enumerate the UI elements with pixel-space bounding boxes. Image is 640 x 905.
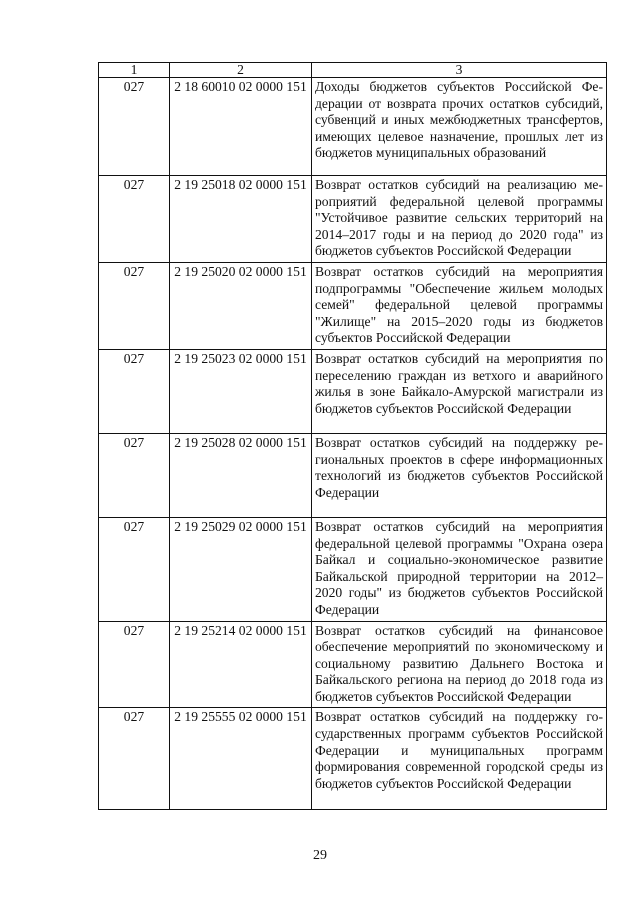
administrator-code-cell: 027 — [99, 621, 170, 708]
revenue-name-cell: Возврат остатков субсидий на мероприятия подпрограммы "Обеспечение жильем молодых семей" федеральной целевой программы "Жилище" на 2015–2020 годы из бюджетов субъектов Российской Федерации — [312, 262, 607, 349]
table-header-row — [99, 63, 607, 78]
administrator-code-cell: 027 — [99, 433, 170, 517]
column-header-1: 1 — [99, 63, 170, 78]
table-row — [99, 433, 607, 517]
administrator-code-cell: 027 — [99, 176, 170, 263]
administrator-code-cell: 027 — [99, 262, 170, 349]
revenue-code-cell: 2 19 25023 02 0000 151 — [170, 349, 312, 433]
revenue-name-cell: Возврат остатков субсидий на поддержку государственных программ субъектов Российской Федерации и муниципальных программ формирования современной городской среды из бюджетов субъектов Российской Федерации — [312, 708, 607, 810]
revenue-name-cell: Возврат остатков субсидий на мероприятия по переселению граждан из ветхого и аварийного жилья в зоне Байкало-Амурской магистрали из бюджетов субъектов Российской Федерации — [312, 349, 607, 433]
table-row — [99, 708, 607, 810]
revenue-name-cell: Доходы бюджетов субъектов Российской Федерации от возврата прочих остатков субсидий, субвенций и иных межбюджетных трансфертов, имеющих целевое назначение, прошлых лет из бюджетов муниципальных образований — [312, 78, 607, 176]
table-row — [99, 517, 607, 621]
revenue-code-cell: 2 19 25028 02 0000 151 — [170, 433, 312, 517]
budget-classification-table — [98, 62, 607, 810]
revenue-code-cell: 2 18 60010 02 0000 151 — [170, 78, 312, 176]
administrator-code-cell: 027 — [99, 349, 170, 433]
table-row — [99, 78, 607, 176]
administrator-code-cell: 027 — [99, 517, 170, 621]
column-header-2: 2 — [170, 63, 312, 78]
table-row — [99, 176, 607, 263]
revenue-code-cell: 2 19 25018 02 0000 151 — [170, 176, 312, 263]
table-row — [99, 349, 607, 433]
administrator-code-cell: 027 — [99, 708, 170, 810]
table-row — [99, 262, 607, 349]
revenue-name-cell: Возврат остатков субсидий на финансовое обеспечение мероприятий по экономическому и социальному развитию Дальнего Востока и Байкальского региона на период до 2018 года из бюджетов субъектов Российской Федерации — [312, 621, 607, 708]
administrator-code-cell: 027 — [99, 78, 170, 176]
column-header-3: 3 — [312, 63, 607, 78]
revenue-name-cell: Возврат остатков субсидий на реализацию мероприятий федеральной целевой программы "Устойчивое развитие сельских территорий на 2014–2017 годы и на период до 2020 года" из бюджетов субъектов Российской Федерации — [312, 176, 607, 263]
revenue-name-cell: Возврат остатков субсидий на поддержку региональных проектов в сфере информационных технологий из бюджетов субъектов Российской Федерации — [312, 433, 607, 517]
revenue-name-cell: Возврат остатков субсидий на мероприятия федеральной целевой программы "Охрана озера Байкал и социально-экономическое развитие Байкальской природной территории на 2012–2020 годы" из бюджетов субъектов Российской Федерации — [312, 517, 607, 621]
revenue-code-cell: 2 19 25029 02 0000 151 — [170, 517, 312, 621]
page-number: 29 — [313, 848, 327, 863]
revenue-code-cell: 2 19 25214 02 0000 151 — [170, 621, 312, 708]
revenue-code-cell: 2 19 25555 02 0000 151 — [170, 708, 312, 810]
table-row — [99, 621, 607, 708]
revenue-code-cell: 2 19 25020 02 0000 151 — [170, 262, 312, 349]
